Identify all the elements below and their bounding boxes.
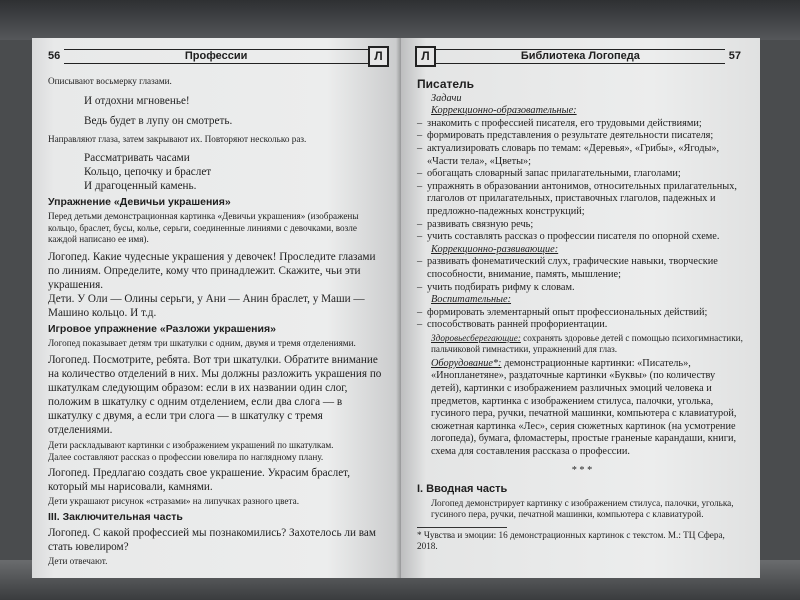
- paragraph: Логопед. Посмотрите, ребята. Вот три шкатулки. Обратите внимание на количество отделений в них. Мы должны разложить украшения по шкатулкам следующим образом: если в их названии один слог, положим в шкатулку с одним отделением, если два слога — в шкатулку с двумя, а если три слога — в шкатулку с тремя отделениями.: [48, 354, 382, 436]
- section-title: Писатель: [417, 77, 475, 91]
- logopedia-logo-icon: Л: [368, 46, 389, 67]
- paragraph: Далее составляют рассказ о профессии ювелира по наглядному плану.: [48, 451, 324, 462]
- equipment-paragraph: [417, 358, 747, 459]
- health-text: сохранять здоровье детей с помощью психогимнастики, пальчиковой гимнастики, упражнений для глаз.: [431, 332, 743, 355]
- equipment-label: Оборудование*:: [431, 357, 502, 369]
- paragraph: Логопед демонстрирует картинку с изображением стилуса, палочки, уголька, гусиного пера, ручки, печатной машинки, компьютера с клавиатурой.: [431, 497, 734, 520]
- background-top: [0, 0, 800, 40]
- list-item: – учить составлять рассказ о профессии писателя по опорной схеме.: [417, 231, 747, 244]
- poem-line: Рассматривать часами: [84, 152, 190, 164]
- footnote: * Чувства и эмоции: 16 демонстрационных картинок с текстом. М.: ТЦ Сфера, 2018.: [417, 529, 725, 552]
- footnote-rule: [417, 527, 507, 528]
- tasks-label: Задачи: [431, 92, 462, 104]
- paragraph: Дети отвечают.: [48, 555, 108, 566]
- section-heading: Игровое упражнение «Разложи украшения»: [48, 322, 276, 335]
- list-item: – упражнять в образовании антонимов, относительных прилагательных, глаголов от прилагательных, приставочных глаголов, падежных и предложно-падежных конструкций;: [417, 181, 747, 219]
- section-heading: I. Вводная часть: [417, 483, 508, 496]
- right-page-header: [415, 48, 745, 64]
- paragraph: Логопед. Какие чудесные украшения у девочек! Проследите глазами по линиям. Определите, кому что принадлежит. Скажите, чьи эти украшения.: [48, 250, 376, 291]
- subheading: Коррекционно-развивающие:: [431, 243, 559, 255]
- header-title-left: Профессии: [64, 49, 368, 64]
- header-title-right: Библиотека Логопеда: [436, 49, 725, 64]
- paragraph: Логопед показывает детям три шкатулки с одним, двумя и тремя отделениями.: [48, 337, 356, 348]
- edu-list: [417, 307, 747, 332]
- page-number-left: 56: [48, 50, 61, 62]
- paragraph: Логопед. С какой профессией мы познакомились? Захотелось ли вам стать ювелиром?: [48, 526, 376, 553]
- corr-dev-list: [417, 256, 747, 294]
- poem-line: Ведь будет в лупу он смотреть.: [84, 114, 233, 127]
- list-item: – формировать представления о результате деятельности писателя;: [417, 130, 747, 143]
- right-page-body: [417, 76, 747, 553]
- paragraph: Направляют глаза, затем закрывают их. Повторяют несколько раз.: [48, 133, 307, 144]
- corr-edu-list: [417, 118, 747, 244]
- right-page: [401, 38, 760, 578]
- subheading: Воспитательные:: [431, 294, 512, 306]
- section-heading: Упражнение «Девичьи украшения»: [48, 196, 231, 208]
- list-item: – способствовать ранней профориентации.: [417, 319, 747, 332]
- list-item: – развивать связную речь;: [417, 219, 747, 232]
- subheading: Коррекционно-образовательные:: [431, 105, 577, 117]
- list-item: – формировать элементарный опыт профессиональных действий;: [417, 307, 747, 320]
- health-label: Здоровьесберегающие:: [431, 332, 521, 343]
- page-number-right: 57: [728, 50, 741, 62]
- equipment-text: демонстрационные картинки: «Писатель», «Инопланетяне», раздаточные картинки «Буквы» (по количеству детей), картинки с изображением различных эмоций человека и предметов, картинка с изображением стилуса, палочки, уголька, гусиного пера, ручки, печатной машинки, компьютера с клавиатурой, сюжетная картинка «Лес», серия сюжетных картинок (на усмотрение логопеда), бумага, фломастеры, простые граненые карандаши, книги, схема для составления рассказа о профессии.: [431, 357, 737, 458]
- poem-line: И отдохни мгновенье!: [84, 94, 190, 107]
- left-page-body: [48, 76, 383, 567]
- paragraph: Описывают восьмерку глазами.: [48, 76, 172, 86]
- list-item: – учить подбирать рифму к словам.: [417, 282, 747, 295]
- logopedia-logo-icon: Л: [415, 46, 436, 67]
- poem-line: Кольцо, цепочку и браслет: [84, 166, 212, 178]
- list-item: – развивать фонематический слух, графические навыки, творческие способности, внимание, память, мышление;: [417, 256, 747, 281]
- list-item: – обогащать словарный запас прилагательными, глаголами;: [417, 168, 747, 181]
- list-item: – актуализировать словарь по темам: «Деревья», «Грибы», «Ягоды», «Части тела», «Цветы»;: [417, 143, 747, 168]
- health-paragraph: [417, 333, 747, 356]
- paragraph: Логопед. Предлагаю создать свое украшение. Украсим браслет, который мы нарисовали, камнями.: [48, 467, 351, 493]
- section-heading: III. Заключительная часть: [48, 510, 183, 523]
- list-item: – знакомить с профессией писателя, его трудовыми действиями;: [417, 118, 747, 131]
- section-divider: * * *: [571, 464, 593, 476]
- left-page: [32, 38, 401, 578]
- poem-line: И драгоценный камень.: [84, 180, 197, 192]
- paragraph: Дети украшают рисунок «стразами» на липучках разного цвета.: [48, 496, 299, 506]
- paragraph: Дети. У Оли — Олины серьги, у Ани — Анин браслет, у Маши — Машино кольцо. И т.д.: [48, 292, 365, 319]
- paragraph: Перед детьми демонстрационная картинка «Девичьи украшения» (изображены кольцо, браслет, бусы, колье, серьги, соединенные линиями с девочками, возле каждой написано ее имя).: [48, 211, 359, 244]
- left-page-header: [44, 48, 389, 64]
- paragraph: Дети раскладывают картинки с изображением украшений по шкатулкам.: [48, 440, 334, 450]
